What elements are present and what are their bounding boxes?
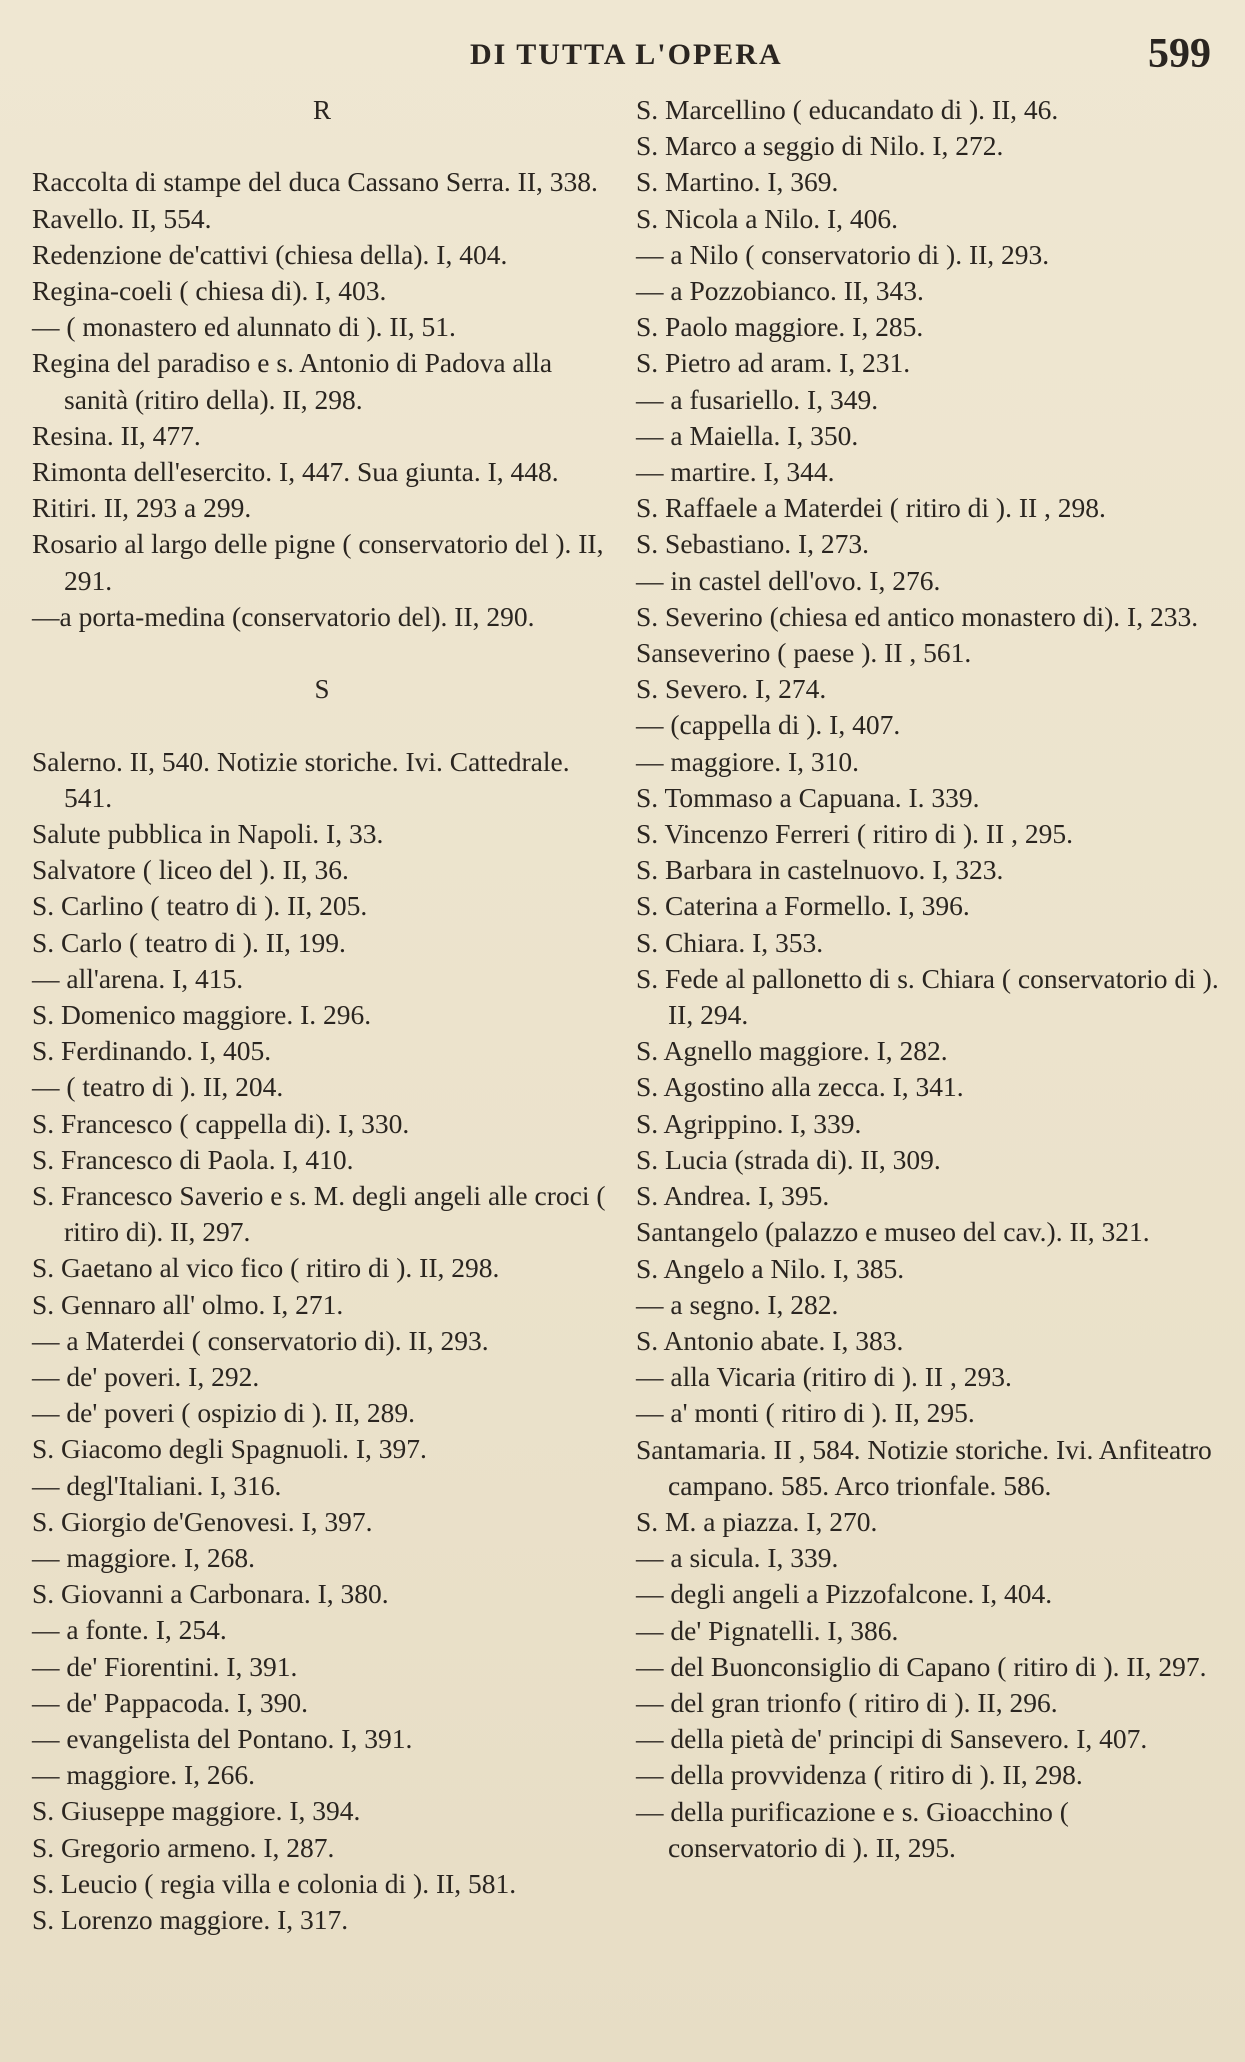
index-entry: — all'arena. I, 415.: [32, 962, 244, 994]
index-entry: S. Domenico maggiore. I. 296.: [32, 999, 372, 1030]
index-entry: S. Martino. I, 369.: [636, 166, 839, 198]
index-entry: Resina. II, 477.: [32, 419, 201, 451]
index-entry: — della pietà de' principi di Sansevero. I, 407.: [636, 1723, 1148, 1755]
index-entry: Ritiri. II, 293 a 299.: [32, 492, 252, 524]
index-entry: — a fusariello. I, 349.: [636, 383, 879, 415]
index-entry: S. Marcellino ( educandato di ). II, 46.: [636, 94, 1059, 125]
index-entry: S. Giuseppe maggiore. I, 394.: [32, 1795, 361, 1827]
index-entry: — evangelista del Pontano. I, 391.: [32, 1723, 413, 1755]
index-entry: S. Severino (chiesa ed antico monastero di). I, 233.: [636, 600, 1199, 632]
section-spacer: [32, 635, 612, 671]
index-entry: — degl'Italiani. I, 316.: [32, 1469, 282, 1501]
index-entry: — alla Vicaria (ritiro di ). II , 293.: [636, 1361, 1012, 1393]
index-entry: — del Buonconsiglio di Capano ( ritiro di ). II, 297.: [636, 1650, 1207, 1682]
index-entry: — maggiore. I, 266.: [32, 1759, 256, 1791]
index-entry: S. Ferdinando. I, 405.: [32, 1035, 272, 1067]
index-entry: Salvatore ( liceo del ). II, 36.: [32, 854, 349, 886]
index-entry: — de' Pappacoda. I, 390.: [32, 1686, 309, 1718]
index-entry: — a sicula. I, 339.: [636, 1542, 839, 1574]
index-entry: S. Fede al pallonetto di s. Chiara ( conservatorio di ). II, 294.: [636, 962, 1219, 1031]
section-spacer: [32, 707, 612, 743]
page-number: 599: [1148, 31, 1211, 77]
section-spacer: [32, 128, 612, 164]
index-entry: S. Vincenzo Ferreri ( ritiro di ). II , 295.: [636, 818, 1073, 850]
index-entry: S. Caterina a Formello. I, 396.: [636, 890, 970, 922]
index-entry: S. Gaetano al vico fico ( ritiro di ). II, 298.: [32, 1252, 500, 1284]
index-entry: S. Andrea. I, 395.: [636, 1180, 830, 1212]
index-entry: Rosario al largo delle pigne ( conservatorio del ). II, 291.: [32, 528, 604, 596]
index-entry: — a Pozzobianco. II, 343.: [636, 275, 924, 307]
index-entry: Regina del paradiso e s. Antonio di Padova alla sanità (ritiro della). II, 298.: [32, 347, 553, 415]
index-entry: — della provvidenza ( ritiro di ). II, 298.: [636, 1759, 1083, 1791]
index-entry: — maggiore. I, 268.: [32, 1542, 256, 1574]
index-entry: — a' monti ( ritiro di ). II, 295.: [636, 1397, 975, 1429]
index-entry: S. Giorgio de'Genovesi. I, 397.: [32, 1505, 373, 1537]
index-entry: Regina-coeli ( chiesa di). I, 403.: [32, 274, 387, 306]
index-entry: S. Lorenzo maggiore. I, 317.: [32, 1904, 349, 1936]
index-entry: S. Chiara. I, 353.: [636, 926, 824, 958]
index-entry: S. Francesco ( cappella di). I, 330.: [32, 1107, 410, 1139]
index-entry: — a Materdei ( conservatorio di). II, 293.: [32, 1324, 489, 1356]
running-title: DI TUTTA L'OPERA: [470, 38, 783, 71]
index-entry: S. Giovanni a Carbonara. I, 380.: [32, 1578, 389, 1610]
index-entry: S. Giacomo degli Spagnuoli. I, 397.: [32, 1433, 427, 1465]
index-entry: S. Tommaso a Capuana. I. 339.: [636, 781, 980, 813]
index-entry: Salerno. II, 540. Notizie storiche. Ivi. Cattedrale. 541.: [32, 745, 570, 813]
index-entry: S. Gregorio armeno. I, 287.: [32, 1831, 335, 1863]
index-entry: S. Paolo maggiore. I, 285.: [636, 311, 924, 343]
index-entry: S. M. a piazza. I, 270.: [636, 1505, 878, 1537]
index-entry: S. Carlo ( teatro di ). II, 199.: [32, 926, 346, 958]
index-entry: S. Severo. I, 274.: [636, 673, 827, 705]
page-header: [0, 30, 1245, 82]
left-column: [32, 92, 612, 1938]
section-letter: S: [314, 674, 330, 705]
index-entry: S. Antonio abate. I, 383.: [636, 1324, 904, 1356]
index-entry: S. Raffaele a Materdei ( ritiro di ). II , 298.: [636, 492, 1106, 524]
index-entry: — de' poveri. I, 292.: [32, 1361, 260, 1393]
index-entry: Raccolta di stampe del duca Cassano Serra. II, 338.: [32, 166, 598, 198]
index-entry: — ( teatro di ). II, 204.: [32, 1071, 284, 1103]
index-entry: Ravello. II, 554.: [32, 202, 212, 234]
index-entry: S. Gennaro all' olmo. I, 271.: [32, 1288, 344, 1320]
index-entry: —a porta-medina (conservatorio del). II, 290.: [32, 600, 535, 632]
index-entry: — de' poveri ( ospizio di ). II, 289.: [32, 1397, 415, 1429]
index-entry: Rimonta dell'esercito. I, 447. Sua giunta. I, 448.: [32, 456, 559, 487]
index-entry: — ( monastero ed alunnato di ). II, 51.: [32, 311, 456, 343]
index-entry: — a Maiella. I, 350.: [636, 419, 859, 451]
index-entry: — degli angeli a Pizzofalcone. I, 404.: [636, 1578, 1053, 1610]
index-entry: S. Nicola a Nilo. I, 406.: [636, 202, 898, 234]
index-entry: — martire. I, 344.: [636, 456, 835, 488]
index-entry: — de' Pignatelli. I, 386.: [636, 1614, 899, 1646]
index-entry: S. Lucia (strada di). II, 309.: [636, 1143, 941, 1175]
index-entry: S. Carlino ( teatro di ). II, 205.: [32, 890, 368, 922]
index-entry: S. Pietro ad aram. I, 231.: [636, 347, 911, 379]
index-entry: S. Angelo a Nilo. I, 385.: [636, 1252, 905, 1284]
index-entry: Salute pubblica in Napoli. I, 33.: [32, 817, 384, 849]
index-entry: S. Agnello maggiore. I, 282.: [636, 1035, 948, 1067]
index-entry: — maggiore. I, 310.: [636, 745, 860, 777]
index-entry: — in castel dell'ovo. I, 276.: [636, 564, 941, 596]
index-entry: Santangelo (palazzo e museo del cav.). II, 321.: [636, 1216, 1150, 1248]
index-entry: S. Sebastiano. I, 273.: [636, 528, 869, 560]
index-entry: S. Agostino alla zecca. I, 341.: [636, 1071, 964, 1103]
index-entry: — a Nilo ( conservatorio di ). II, 293.: [636, 238, 1050, 270]
index-entry: — (cappella di ). I, 407.: [636, 709, 901, 741]
index-entry: Sanseverino ( paese ). II , 561.: [636, 637, 972, 669]
index-entry: Redenzione de'cattivi (chiesa della). I, 404.: [32, 238, 508, 270]
index-entry: Santamaria. II , 584. Notizie storiche. Ivi. Anfiteatro campano. 585. Arco trionfale. 586.: [636, 1433, 1212, 1501]
index-entry: — del gran trionfo ( ritiro di ). II, 296.: [636, 1686, 1058, 1718]
right-column: [636, 92, 1221, 1866]
section-letter: R: [312, 95, 331, 125]
index-entry: S. Francesco di Paola. I, 410.: [32, 1143, 354, 1175]
index-entry: S. Leucio ( regia villa e colonia di ). II, 581.: [32, 1867, 517, 1899]
index-entry: S. Francesco Saverio e s. M. degli angeli alle croci ( ritiro di). II, 297.: [32, 1180, 606, 1248]
index-entry: S. Marco a seggio di Nilo. I, 272.: [636, 130, 1004, 162]
index-entry: — de' Fiorentini. I, 391.: [32, 1650, 298, 1682]
index-entry: S. Barbara in castelnuovo. I, 323.: [636, 854, 1004, 886]
index-entry: — a segno. I, 282.: [636, 1288, 839, 1320]
index-entry: — della purificazione e s. Gioacchino ( conservatorio di ). II, 295.: [636, 1795, 1069, 1863]
index-entry: S. Agrippino. I, 339.: [636, 1107, 862, 1139]
index-entry: — a fonte. I, 254.: [32, 1614, 227, 1646]
